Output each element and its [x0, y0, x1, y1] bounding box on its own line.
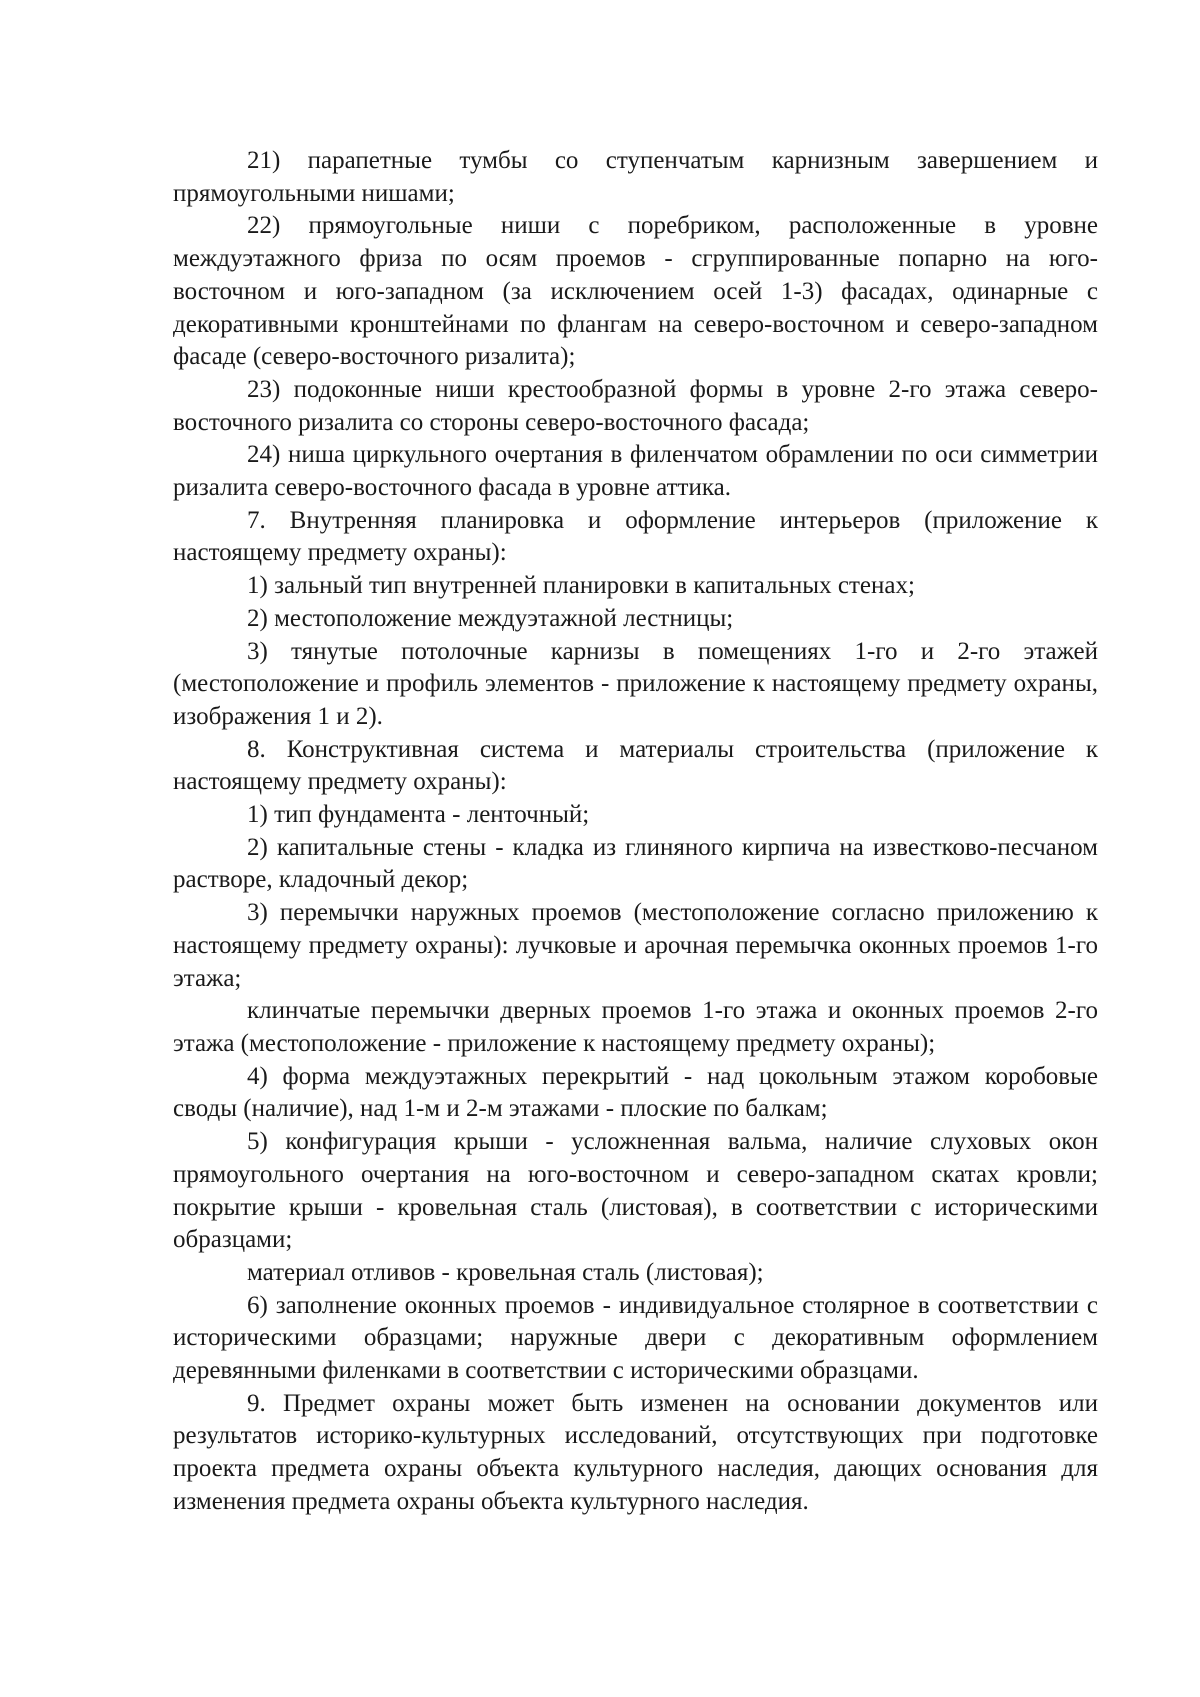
section-8-item-2: 2) капитальные стены - кладка из глиняного кирпича на известково-песчаном растворе, кладочный декор;	[173, 833, 1098, 894]
section-8-item-3: 3) перемычки наружных проемов (местоположение согласно приложению к настоящему предмету охраны): лучковые и арочная перемычка оконных проемов 1-го этажа;	[173, 899, 1098, 992]
section-7-item-2: 2) местоположение междуэтажной лестницы;	[247, 604, 734, 632]
document-body	[173, 145, 1098, 1519]
section-7-item-1: 1) зальный тип внутренней планировки в капитальных стенах;	[247, 572, 915, 600]
section-8-item-1: 1) тип фундамента - ленточный;	[247, 801, 590, 829]
section-8-item-4: 4) форма междуэтажных перекрытий - над цокольным этажом коробовые своды (наличие), над 1-м и 2-м этажами - плоские по балкам;	[173, 1062, 1098, 1123]
section-9-paragraph: 9. Предмет охраны может быть изменен на основании документов или результатов историко-культурных исследований, отсутствующих при подготовке проекта предмета охраны объекта культурного наследия, дающих основания для изменения предмета охраны объекта культурного наследия.	[173, 1389, 1098, 1515]
section-8-heading: 8. Конструктивная система и материалы строительства (приложение к настоящему предмету охраны):	[173, 735, 1098, 796]
section-8-item-6: 6) заполнение оконных проемов - индивидуальное столярное в соответствии с историческими образцами; наружные двери с декоративным оформлением деревянными филенками в соответствии с историческими образцами.	[173, 1291, 1098, 1385]
paragraph-item-21: 21) парапетные тумбы со ступенчатым карнизным завершением и прямоугольными нишами;	[173, 147, 1098, 207]
section-7-item-3: 3) тянутые потолочные карнизы в помещениях 1-го и 2-го этажей (местоположение и профиль элементов - приложение к настоящему предмету охраны, изображения 1 и 2).	[173, 637, 1098, 730]
paragraph-item-22: 22) прямоугольные ниши с поребриком, расположенные в уровне междуэтажного фриза по осям проемов - сгруппированные попарно на юго-восточном и юго-западном (за исключением осей 1-3) фасадах, одинарные с декоративными кронштейнами по флангам на северо-восточном и северо-западном фасаде (северо-восточного ризалита);	[173, 212, 1098, 371]
section-8-item-5-continued: материал отливов - кровельная сталь (листовая);	[247, 1258, 764, 1286]
section-8-item-3-continued: клинчатые перемычки дверных проемов 1-го этажа и оконных проемов 2-го этажа (местоположение - приложение к настоящему предмету охраны);	[173, 997, 1098, 1057]
paragraph-item-24: 24) ниша циркульного очертания в филенчатом обрамлении по оси симметрии ризалита северо-восточного фасада в уровне аттика.	[173, 441, 1098, 502]
section-7-heading: 7. Внутренняя планировка и оформление интерьеров (приложение к настоящему предмету охраны):	[173, 506, 1098, 567]
section-8-item-5: 5) конфигурация крыши - усложненная вальма, наличие слуховых окон прямоугольного очертания на юго-восточном и северо-западном скатах кровли; покрытие крыши - кровельная сталь (листовая), в соответствии с историческими образцами;	[173, 1128, 1098, 1254]
paragraph-item-23: 23) подоконные ниши крестообразной формы в уровне 2-го этажа северо-восточного ризалита со стороны северо-восточного фасада;	[173, 375, 1098, 436]
